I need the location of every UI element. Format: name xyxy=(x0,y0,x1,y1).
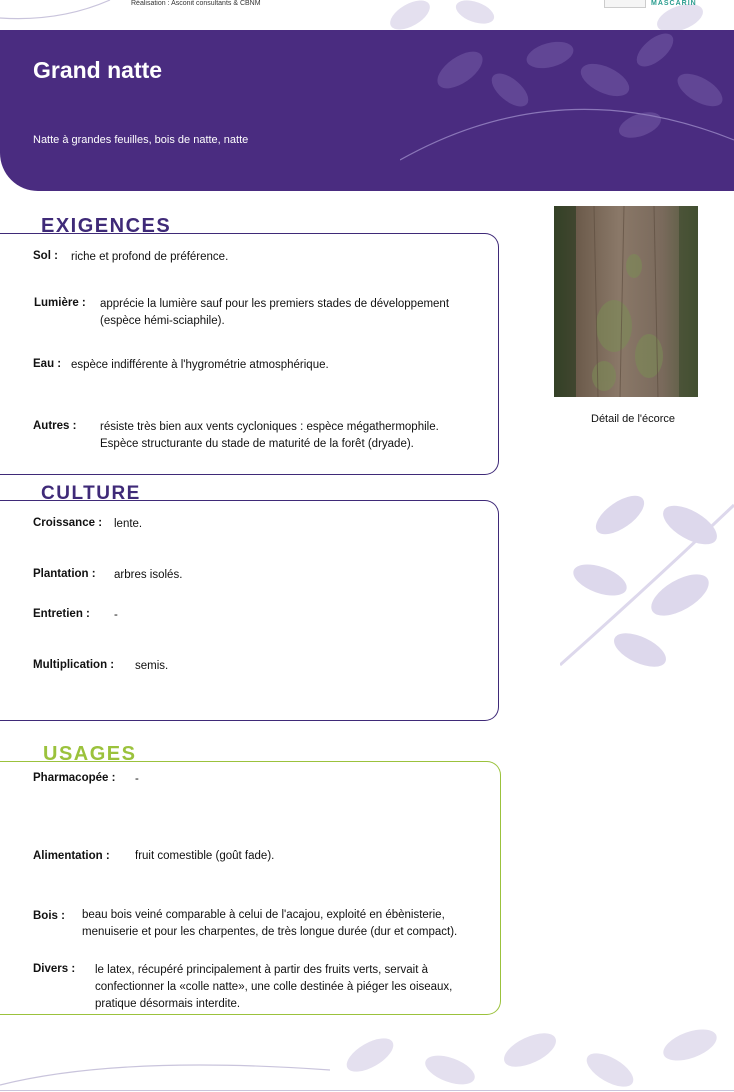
usages-divers-line-2: confectionner la «colle natte», une colle destinée à piéger les oiseaux, xyxy=(95,981,453,993)
exigences-lumiere-line-1: apprécie la lumière sauf pour les premiers stades de développement xyxy=(100,298,450,310)
usages-bois-label: Bois : xyxy=(33,910,65,922)
exigences-sol-value: riche et profond de préférence. xyxy=(71,251,229,263)
usages-pharmacopee-value: - xyxy=(135,773,139,785)
section-title-culture: CULTURE xyxy=(41,483,141,504)
leaf-decoration-right xyxy=(560,485,734,675)
credit-text: Réalisation : Asconit consultants & CBNM xyxy=(131,0,261,7)
usages-pharmacopee-label: Pharmacopée : xyxy=(33,772,116,784)
culture-plantation-label: Plantation : xyxy=(33,568,96,580)
exigences-lumiere-line-2: (espèce hémi-sciaphile). xyxy=(100,315,225,327)
bark-photo xyxy=(554,206,698,397)
usages-divers-line-1: le latex, récupéré principalement à partir des fruits verts, servait à xyxy=(95,964,429,976)
exigences-autres-value xyxy=(100,419,439,453)
swoosh-top-left xyxy=(0,0,130,22)
page-bottom-border xyxy=(0,1090,734,1091)
exigences-autres-line-2: Espèce structurante du stade de maturité de la forêt (dryade). xyxy=(100,438,414,450)
banner-leaves-icon xyxy=(400,30,734,191)
culture-croissance-label: Croissance : xyxy=(33,517,103,529)
exigences-lumiere-value xyxy=(100,296,449,330)
usages-divers-line-3: pratique désormais interdite. xyxy=(95,998,241,1010)
exigences-eau-label: Eau : xyxy=(33,358,62,370)
usages-divers-value xyxy=(95,962,452,1013)
section-title-exigences: EXIGENCES xyxy=(41,215,172,237)
section-title-usages: USAGES xyxy=(43,743,137,765)
photo-caption: Détail de l'écorce xyxy=(591,413,676,425)
mascarin-logo-text: MASCARIN xyxy=(651,0,697,7)
leaf-decoration-bottom xyxy=(330,1015,734,1092)
exigences-lumiere-label: Lumière : xyxy=(34,297,86,309)
exigences-eau-value: espèce indifférente à l'hygrométrie atmosphérique. xyxy=(71,359,329,371)
logo-image xyxy=(604,0,646,8)
exigences-autres-line-1: résiste très bien aux vents cycloniques : espèce mégathermophile. xyxy=(100,421,439,433)
usages-divers-label: Divers : xyxy=(33,963,76,975)
culture-multiplication-label: Multiplication : xyxy=(33,659,115,671)
usages-bois-value xyxy=(82,907,457,941)
bark-image-icon xyxy=(554,206,698,397)
usages-alimentation-value: fruit comestible (goût fade). xyxy=(135,850,275,862)
page-subtitle: Natte à grandes feuilles, bois de natte, natte xyxy=(33,134,249,146)
usages-bois-line-2: menuiserie et pour les charpentes, de très longue durée (dur et compact). xyxy=(82,926,458,938)
title-banner xyxy=(0,30,734,191)
exigences-sol-label: Sol : xyxy=(33,250,58,262)
exigences-autres-label: Autres : xyxy=(33,420,77,432)
culture-croissance-value: lente. xyxy=(114,518,143,530)
culture-entretien-label: Entretien : xyxy=(33,608,90,620)
usages-alimentation-label: Alimentation : xyxy=(33,850,110,862)
culture-entretien-value: - xyxy=(114,609,118,621)
swoosh-bottom-left xyxy=(0,1050,330,1090)
culture-plantation-value: arbres isolés. xyxy=(114,569,183,581)
culture-multiplication-value: semis. xyxy=(135,660,169,672)
usages-bois-line-1: beau bois veiné comparable à celui de l'acajou, exploité en ébènisterie, xyxy=(82,909,445,921)
page-title: Grand natte xyxy=(33,57,163,83)
